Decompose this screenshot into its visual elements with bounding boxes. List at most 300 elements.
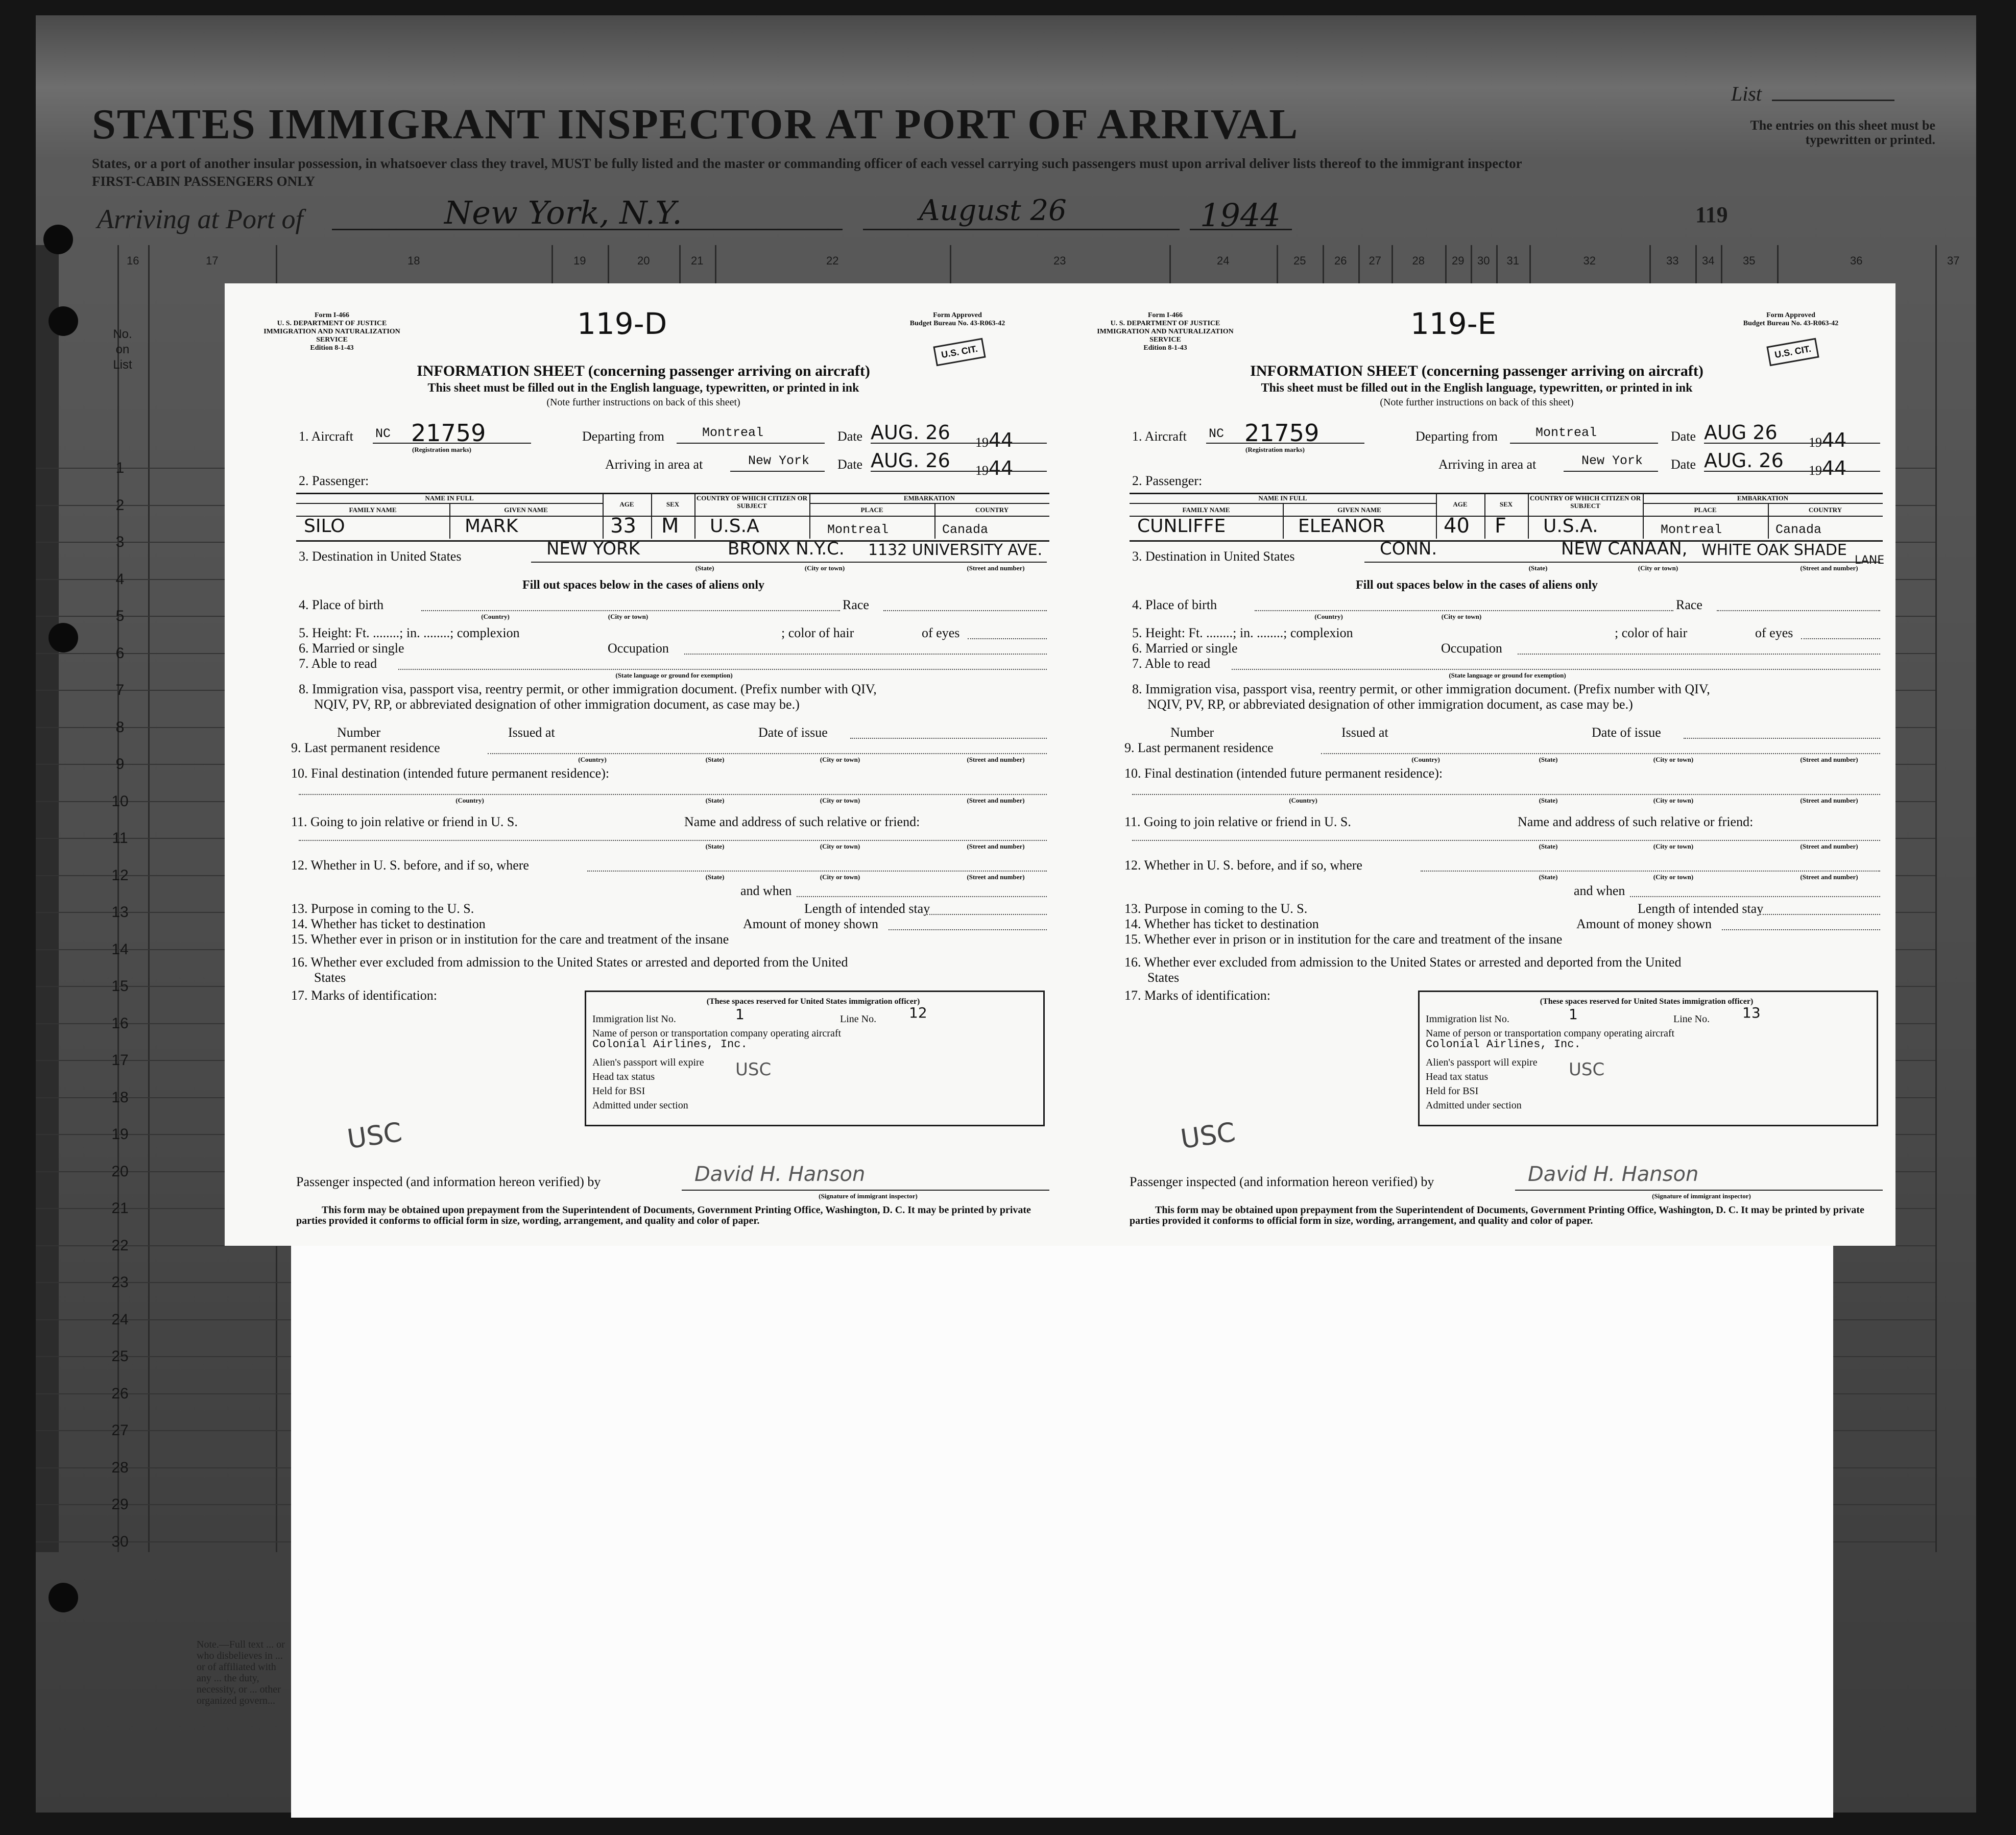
hair-label: ; color of hair	[1615, 625, 1688, 640]
read-caption: (State language or ground for exemption)	[615, 671, 733, 679]
aircraft-prefix: NC	[375, 426, 391, 441]
row-number: 29	[111, 1496, 129, 1513]
arriving-label: Arriving in area at	[1438, 457, 1537, 472]
and-when-label: and when	[1574, 883, 1625, 898]
column-number: 20	[637, 254, 650, 267]
signature-line	[1515, 1190, 1883, 1191]
departing-date: AUG 26	[1704, 421, 1778, 444]
field-line	[421, 610, 840, 611]
information-sheet-119e	[1058, 283, 1895, 1246]
list-number: 119	[1695, 202, 1728, 227]
department: U. S. DEPARTMENT OF JUSTICE	[1110, 320, 1220, 327]
marks-label: 17. Marks of identification:	[291, 988, 437, 1003]
date-handwritten: August 26	[919, 194, 1067, 227]
column-number: 26	[1334, 254, 1347, 267]
inspector-signature: David H. Hanson	[694, 1163, 866, 1186]
imm-list-label: Immigration list No.	[1426, 1013, 1509, 1025]
eyes-label: of eyes	[922, 625, 960, 640]
visa-number-label: Number	[1170, 725, 1214, 740]
bsi-label: Held for BSI	[592, 1085, 645, 1097]
passport-expire-label: Alien's passport will expire	[592, 1057, 704, 1068]
reserved-title: (These spaces reserved for United States immigration officer)	[706, 997, 920, 1006]
col-embarkation: EMBARKATION	[1737, 494, 1789, 502]
usc-mark: USC	[345, 1117, 404, 1155]
excluded-label-2: States	[314, 970, 346, 985]
last-residence-label: 9. Last permanent residence	[1124, 740, 1274, 755]
cap-country: (Country)	[481, 613, 510, 620]
row-number: 6	[115, 644, 125, 662]
cap-city: (City or town)	[1653, 796, 1694, 804]
arriving-value: New York	[1581, 453, 1643, 468]
given-name: MARK	[465, 516, 518, 537]
row-number: 17	[111, 1052, 129, 1069]
visa-issued-label: Issued at	[508, 725, 555, 740]
join-relative-label: 11. Going to join relative or friend in U. S.	[1124, 814, 1351, 829]
date-line	[1704, 471, 1880, 472]
final-destination-label: 10. Final destination (intended future permanent residence):	[291, 766, 610, 781]
sheet-id-handwritten: 119-E	[1410, 306, 1497, 341]
col-sex: SEX	[1499, 500, 1513, 508]
inspector-signature: David H. Hanson	[1528, 1163, 1699, 1186]
form-subtitle: This sheet must be filled out in the English language, typewritten, or printed in ink	[427, 381, 859, 395]
col-given-name: GIVEN NAME	[504, 506, 548, 514]
column-number: 31	[1506, 254, 1519, 267]
prison-label: 15. Whether ever in prison or in institution for the care and treatment of the insane	[291, 932, 729, 947]
destination-extra: LANE	[1855, 554, 1885, 567]
eyes-label: of eyes	[1755, 625, 1793, 640]
cap-street: (Street and number)	[967, 842, 1025, 850]
table-col	[1484, 493, 1485, 539]
able-to-read-label: 7. Able to read	[299, 656, 377, 671]
field-line	[889, 929, 1047, 930]
cap-city: (City or town)	[1653, 756, 1694, 763]
column-number: 22	[826, 254, 839, 267]
row-number: 22	[111, 1237, 129, 1254]
field-line	[488, 753, 1047, 754]
date-label: Date	[837, 457, 863, 472]
column-number: 37	[1947, 254, 1960, 267]
cap-street: (Street and number)	[967, 873, 1025, 881]
embark-country: Canada	[942, 522, 989, 537]
date-label: Date	[1671, 457, 1696, 472]
passenger-label: 2. Passenger:	[299, 473, 369, 488]
arriving-value: New York	[748, 453, 810, 468]
field-line	[1321, 753, 1880, 754]
line-no-label: Line No.	[840, 1013, 877, 1025]
reserved-title: (These spaces reserved for United States immigration officer)	[1540, 997, 1754, 1006]
cap-state: (State)	[705, 873, 725, 881]
col-family-name: FAMILY NAME	[1182, 506, 1230, 514]
sex: F	[1495, 514, 1507, 538]
column-number: 19	[573, 254, 586, 267]
passport-expire-label: Alien's passport will expire	[1426, 1057, 1538, 1068]
binder-hole	[49, 623, 78, 653]
cap-country: (Country)	[455, 796, 484, 804]
year-prefix-text: 19	[975, 435, 989, 450]
col-embark-country: COUNTRY	[1808, 506, 1842, 514]
grid-column-line	[1935, 245, 1937, 1552]
form-note: (Note further instructions on back of this sheet)	[1380, 397, 1574, 408]
manifest-subtitle-2: FIRST-CABIN PASSENGERS ONLY	[92, 174, 316, 189]
departing-value: Montreal	[1535, 425, 1597, 440]
cap-street: (Street and number)	[1800, 842, 1858, 850]
field-line	[1132, 794, 1880, 795]
departing-line	[1510, 443, 1658, 444]
binder-hole	[43, 225, 73, 254]
field-line	[883, 610, 1047, 611]
head-tax-label: Head tax status	[592, 1071, 655, 1082]
read-caption: (State language or ground for exemption)	[1449, 671, 1566, 679]
form-note: (Note further instructions on back of this sheet)	[546, 397, 740, 408]
operator-value: Colonial Airlines, Inc.	[1426, 1038, 1581, 1051]
form-number: Form I-466	[314, 311, 350, 319]
imm-list-label: Immigration list No.	[592, 1013, 676, 1025]
year-prefix	[1809, 457, 1846, 479]
list-note: The entries on this sheet must be typewritten or printed.	[1750, 118, 1935, 147]
relative-name-label: Name and address of such relative or friend:	[684, 814, 920, 829]
us-citizen-stamp: U.S. CIT.	[1766, 338, 1819, 366]
given-name: ELEANOR	[1298, 516, 1385, 537]
field-line	[1518, 654, 1880, 655]
row-number: 28	[111, 1459, 129, 1476]
arriving-label: Arriving in area at	[605, 457, 703, 472]
us-before-label: 12. Whether in U. S. before, and if so, where	[291, 858, 529, 873]
cap-street: (Street and number)	[967, 756, 1025, 763]
sex: M	[661, 514, 679, 538]
arriving-date: AUG. 26	[871, 449, 950, 472]
hair-label: ; color of hair	[781, 625, 854, 640]
destination-street: 1132 UNIVERSITY AVE.	[868, 541, 1043, 559]
field-line	[797, 896, 1047, 897]
final-destination-label: 10. Final destination (intended future permanent residence):	[1124, 766, 1443, 781]
row-number: 23	[111, 1274, 129, 1291]
purpose-label: 13. Purpose in coming to the U. S.	[291, 901, 474, 916]
occupation-label: Occupation	[1441, 641, 1502, 656]
budget-block	[868, 311, 1047, 328]
ticket-label: 14. Whether has ticket to destination	[291, 916, 486, 931]
departing-line	[677, 443, 825, 444]
row-number: 27	[111, 1422, 129, 1439]
excluded-label-2: States	[1147, 970, 1180, 985]
cap-street: (Street and number)	[967, 564, 1025, 572]
cap-city: (City or town)	[820, 756, 860, 763]
binder-hole	[49, 306, 78, 336]
relative-name-label: Name and address of such relative or friend:	[1518, 814, 1754, 829]
row-number: 9	[115, 756, 125, 772]
field-line	[299, 840, 1047, 841]
us-citizen-stamp: U.S. CIT.	[933, 338, 986, 366]
aircraft-line	[1206, 443, 1364, 444]
cap-state: (State)	[705, 796, 725, 804]
arriving-date: AUG. 26	[1704, 449, 1784, 472]
form-title: INFORMATION SHEET (concerning passenger arriving on aircraft)	[1250, 363, 1703, 379]
row-number: 12	[111, 866, 129, 884]
money-label: Amount of money shown	[743, 916, 879, 931]
stay-label: Length of intended stay	[1638, 901, 1764, 916]
cap-city: (City or town)	[608, 613, 649, 620]
stay-label: Length of intended stay	[804, 901, 930, 916]
operator-label: Name of person or transportation company operating aircraft	[592, 1028, 842, 1039]
departing-label: Departing from	[582, 429, 665, 444]
department: U. S. DEPARTMENT OF JUSTICE	[277, 320, 387, 327]
column-number: 23	[1053, 254, 1066, 267]
cap-city: (City or town)	[804, 564, 845, 572]
information-sheet-119d	[225, 283, 1062, 1246]
edition: Edition 8-1-43	[1143, 344, 1187, 352]
row-number: 20	[111, 1163, 129, 1180]
form-title: INFORMATION SHEET (concerning passenger arriving on aircraft)	[417, 363, 870, 379]
row-number: 19	[111, 1126, 129, 1143]
age: 40	[1444, 514, 1470, 538]
aircraft-registration: 21759	[1244, 419, 1319, 447]
cap-city: (City or town)	[820, 873, 860, 881]
departing-year: 44	[1822, 429, 1847, 451]
arriving-line	[1564, 471, 1658, 472]
row-number: 25	[111, 1348, 129, 1365]
row-number: 2	[115, 496, 125, 514]
date-line	[1704, 443, 1880, 444]
column-number: 30	[1477, 254, 1490, 267]
col-age: AGE	[1453, 500, 1468, 508]
row-number: 21	[111, 1200, 129, 1217]
row-number: 18	[111, 1089, 129, 1106]
field-line	[1132, 840, 1880, 841]
visa-label-2: NQIV, PV, RP, or abbreviated designation of other immigration document, as case may be.)	[1147, 697, 1633, 712]
row-number: 4	[115, 570, 125, 588]
form-dept-block	[1089, 311, 1242, 352]
operator-label: Name of person or transportation company operating aircraft	[1426, 1028, 1675, 1039]
visa-number-label: Number	[337, 725, 381, 740]
head-tax-value: USC	[735, 1059, 772, 1080]
date-line	[863, 229, 1180, 230]
aircraft-line	[373, 443, 531, 444]
field-line	[1255, 610, 1673, 611]
arriving-line	[730, 471, 825, 472]
inspected-label: Passenger inspected (and information hereon verified) by	[1130, 1174, 1434, 1189]
form-footer: This form may be obtained upon prepayment from the Superintendent of Documents, Government Printing Office, Washington, D. C. It may be printed by private parties provided it conforms to official form in size, wording, arrangement, and quality and color of paper.	[1130, 1204, 1864, 1226]
column-number: 28	[1412, 254, 1425, 267]
field-line	[398, 669, 1047, 670]
departing-value: Montreal	[702, 425, 764, 440]
race-label: Race	[1676, 597, 1702, 612]
manifest-subtitle: States, or a port of another insular possession, in whatsoever class they travel, MUST be fully listed and the master or commanding officer of each vessel carrying such passengers must upon arrival deliver lists thereof to the immigrant inspector	[92, 156, 1522, 171]
cap-country: (Country)	[1411, 756, 1440, 763]
field-line	[1232, 669, 1880, 670]
col-embarkation: EMBARKATION	[903, 494, 955, 502]
citizen-of: U.S.A	[710, 516, 759, 537]
aliens-only-note: Fill out spaces below in the cases of aliens only	[1355, 578, 1598, 592]
destination-city: NEW CANAAN,	[1561, 539, 1688, 559]
date-line	[871, 471, 1047, 472]
aircraft-label: 1. Aircraft	[299, 429, 353, 444]
cap-city: (City or town)	[1653, 873, 1694, 881]
cap-street: (Street and number)	[1800, 796, 1858, 804]
destination-city: BRONX N.Y.C.	[728, 539, 845, 559]
destination-street: WHITE OAK SHADE	[1701, 541, 1847, 559]
row-number: 24	[111, 1311, 129, 1328]
col-country-citizen: COUNTRY OF WHICH CITIZEN OR SUBJECT	[1529, 494, 1641, 510]
cap-country: (Country)	[1314, 613, 1343, 620]
signature-caption: (Signature of immigrant inspector)	[819, 1192, 918, 1200]
date-label: Date	[837, 429, 863, 444]
ticket-label: 14. Whether has ticket to destination	[1124, 916, 1319, 931]
place-of-birth-label: 4. Place of birth	[299, 597, 384, 612]
married-label: 6. Married or single	[299, 641, 404, 656]
column-number: 33	[1666, 254, 1679, 267]
head-tax-value: USC	[1569, 1059, 1605, 1080]
form-number: Form I-466	[1147, 311, 1183, 319]
citizen-of: U.S.A.	[1543, 516, 1598, 537]
row-number: 1	[115, 460, 125, 476]
and-when-label: and when	[740, 883, 792, 898]
column-number: 35	[1743, 254, 1756, 267]
row-number: 26	[111, 1385, 129, 1402]
prison-label: 15. Whether ever in prison or in institution for the care and treatment of the insane	[1124, 932, 1563, 947]
usc-mark: USC	[1179, 1117, 1238, 1155]
col-family-name: FAMILY NAME	[349, 506, 397, 514]
field-line	[1717, 610, 1880, 611]
column-number: 24	[1217, 254, 1230, 267]
column-number: 27	[1369, 254, 1381, 267]
destination-state: CONN.	[1380, 539, 1437, 559]
year-prefix	[975, 457, 1013, 479]
table-col	[651, 493, 652, 539]
aircraft-label: 1. Aircraft	[1132, 429, 1187, 444]
field-line	[1684, 738, 1880, 739]
departing-year: 44	[989, 429, 1014, 451]
cap-country: (Country)	[578, 756, 607, 763]
visa-label-2: NQIV, PV, RP, or abbreviated designation of other immigration document, as case may be.)	[314, 697, 800, 712]
row-number: 13	[111, 904, 129, 921]
column-number: 32	[1583, 254, 1596, 267]
col-embark-country: COUNTRY	[975, 506, 1009, 514]
budget-block	[1701, 311, 1880, 328]
place-of-birth-label: 4. Place of birth	[1132, 597, 1217, 612]
table-subheader	[1643, 503, 1883, 504]
manifest-title: STATES IMMIGRANT INSPECTOR AT PORT OF ARRIVAL	[92, 101, 1299, 148]
cap-city: (City or town)	[1653, 842, 1694, 850]
row-number: 16	[111, 1015, 129, 1032]
service: IMMIGRATION AND NATURALIZATION SERVICE	[1097, 328, 1234, 344]
race-label: Race	[843, 597, 869, 612]
table-col	[603, 493, 604, 539]
purpose-label: 13. Purpose in coming to the U. S.	[1124, 901, 1308, 916]
imm-list-value: 1	[735, 1006, 745, 1023]
destination-label: 3. Destination in United States	[299, 549, 462, 564]
port-handwritten: New York, N.Y.	[444, 194, 682, 231]
bsi-label: Held for BSI	[1426, 1085, 1479, 1097]
cap-state: (State)	[705, 756, 725, 763]
cap-state: (State)	[1528, 564, 1548, 572]
field-line	[927, 914, 1047, 915]
excluded-label: 16. Whether ever excluded from admission to the United States or arrested and deported from the United	[291, 955, 848, 970]
column-number: 36	[1850, 254, 1863, 267]
operator-value: Colonial Airlines, Inc.	[592, 1038, 748, 1051]
col-place: PLACE	[1694, 506, 1717, 514]
aircraft-registration: 21759	[411, 419, 486, 447]
col-name-in-full: NAME IN FULL	[1258, 494, 1307, 502]
join-relative-label: 11. Going to join relative or friend in U. S.	[291, 814, 518, 829]
cap-city: (City or town)	[1441, 613, 1482, 620]
column-number: 29	[1452, 254, 1465, 267]
row-number: 5	[115, 608, 125, 624]
year-prefix	[975, 429, 1013, 451]
column-number: 17	[206, 254, 219, 267]
cap-state: (State)	[1539, 796, 1558, 804]
col-country-citizen: COUNTRY OF WHICH CITIZEN OR SUBJECT	[696, 494, 808, 510]
imm-list-value: 1	[1569, 1006, 1578, 1023]
cap-state: (State)	[695, 564, 714, 572]
cap-street: (Street and number)	[1800, 564, 1858, 572]
inspected-label: Passenger inspected (and information hereon verified) by	[296, 1174, 601, 1189]
married-label: 6. Married or single	[1132, 641, 1238, 656]
passenger-label: 2. Passenger:	[1132, 473, 1203, 488]
cap-street: (Street and number)	[1800, 873, 1858, 881]
cap-city: (City or town)	[1638, 564, 1678, 572]
no-on-list-header: No. on List	[113, 327, 132, 372]
column-number: 25	[1293, 254, 1306, 267]
excluded-label: 16. Whether ever excluded from admission to the United States or arrested and deported from the United	[1124, 955, 1682, 970]
arriving-year: 44	[1822, 457, 1847, 479]
form-approved: Form Approved	[933, 311, 982, 319]
able-to-read-label: 7. Able to read	[1132, 656, 1211, 671]
cap-city: (City or town)	[820, 796, 860, 804]
list-line	[1772, 100, 1894, 101]
arriving-port-label: Arriving at Port of	[97, 204, 303, 234]
age: 33	[610, 514, 636, 538]
family-name: CUNLIFFE	[1137, 516, 1226, 537]
col-given-name: GIVEN NAME	[1337, 506, 1381, 514]
blank-backing-sheet	[291, 1241, 1833, 1818]
visa-label: 8. Immigration visa, passport visa, reentry permit, or other immigration document. (Prefix number with QIV,	[299, 682, 877, 696]
money-label: Amount of money shown	[1576, 916, 1712, 931]
year-prefix	[1809, 429, 1846, 451]
row-number: 10	[111, 792, 129, 810]
height-label: 5. Height: Ft. ........; in. ........; complexion	[299, 625, 520, 640]
cap-state: (State)	[1539, 873, 1558, 881]
row-number: 8	[115, 718, 125, 736]
signature-line	[682, 1190, 1049, 1191]
visa-date-label: Date of issue	[1592, 725, 1661, 740]
signature-caption: (Signature of immigrant inspector)	[1652, 1192, 1751, 1200]
col-name-in-full: NAME IN FULL	[425, 494, 474, 502]
sheet-id-handwritten: 119-D	[577, 306, 667, 341]
admitted-label: Admitted under section	[1426, 1100, 1522, 1111]
row-number: 14	[111, 940, 129, 958]
table-subheader	[809, 503, 1049, 504]
date-label: Date	[1671, 429, 1696, 444]
aircraft-prefix: NC	[1209, 426, 1225, 441]
table-col	[1436, 493, 1437, 539]
field-line	[968, 638, 1047, 639]
marks-label: 17. Marks of identification:	[1124, 988, 1270, 1003]
col-age: AGE	[619, 500, 634, 508]
row-number: 15	[111, 978, 129, 995]
destination-label: 3. Destination in United States	[1132, 549, 1295, 564]
field-line	[1421, 871, 1880, 872]
line-no-value: 12	[909, 1004, 927, 1021]
year-prefix-text: 19	[1809, 435, 1822, 450]
column-number: 21	[691, 254, 704, 267]
destination-line	[531, 562, 1047, 563]
visa-issued-label: Issued at	[1341, 725, 1388, 740]
line-no-value: 13	[1742, 1004, 1761, 1021]
form-approved: Form Approved	[1766, 311, 1815, 319]
edition: Edition 8-1-43	[310, 344, 354, 352]
year-prefix-text: 19	[1809, 463, 1822, 478]
form-footer: This form may be obtained upon prepayment from the Superintendent of Documents, Government Printing Office, Washington, D. C. It may be printed by private parties provided it conforms to official form in size, wording, arrangement, and quality and color of paper.	[296, 1204, 1031, 1226]
field-line	[1801, 638, 1880, 639]
